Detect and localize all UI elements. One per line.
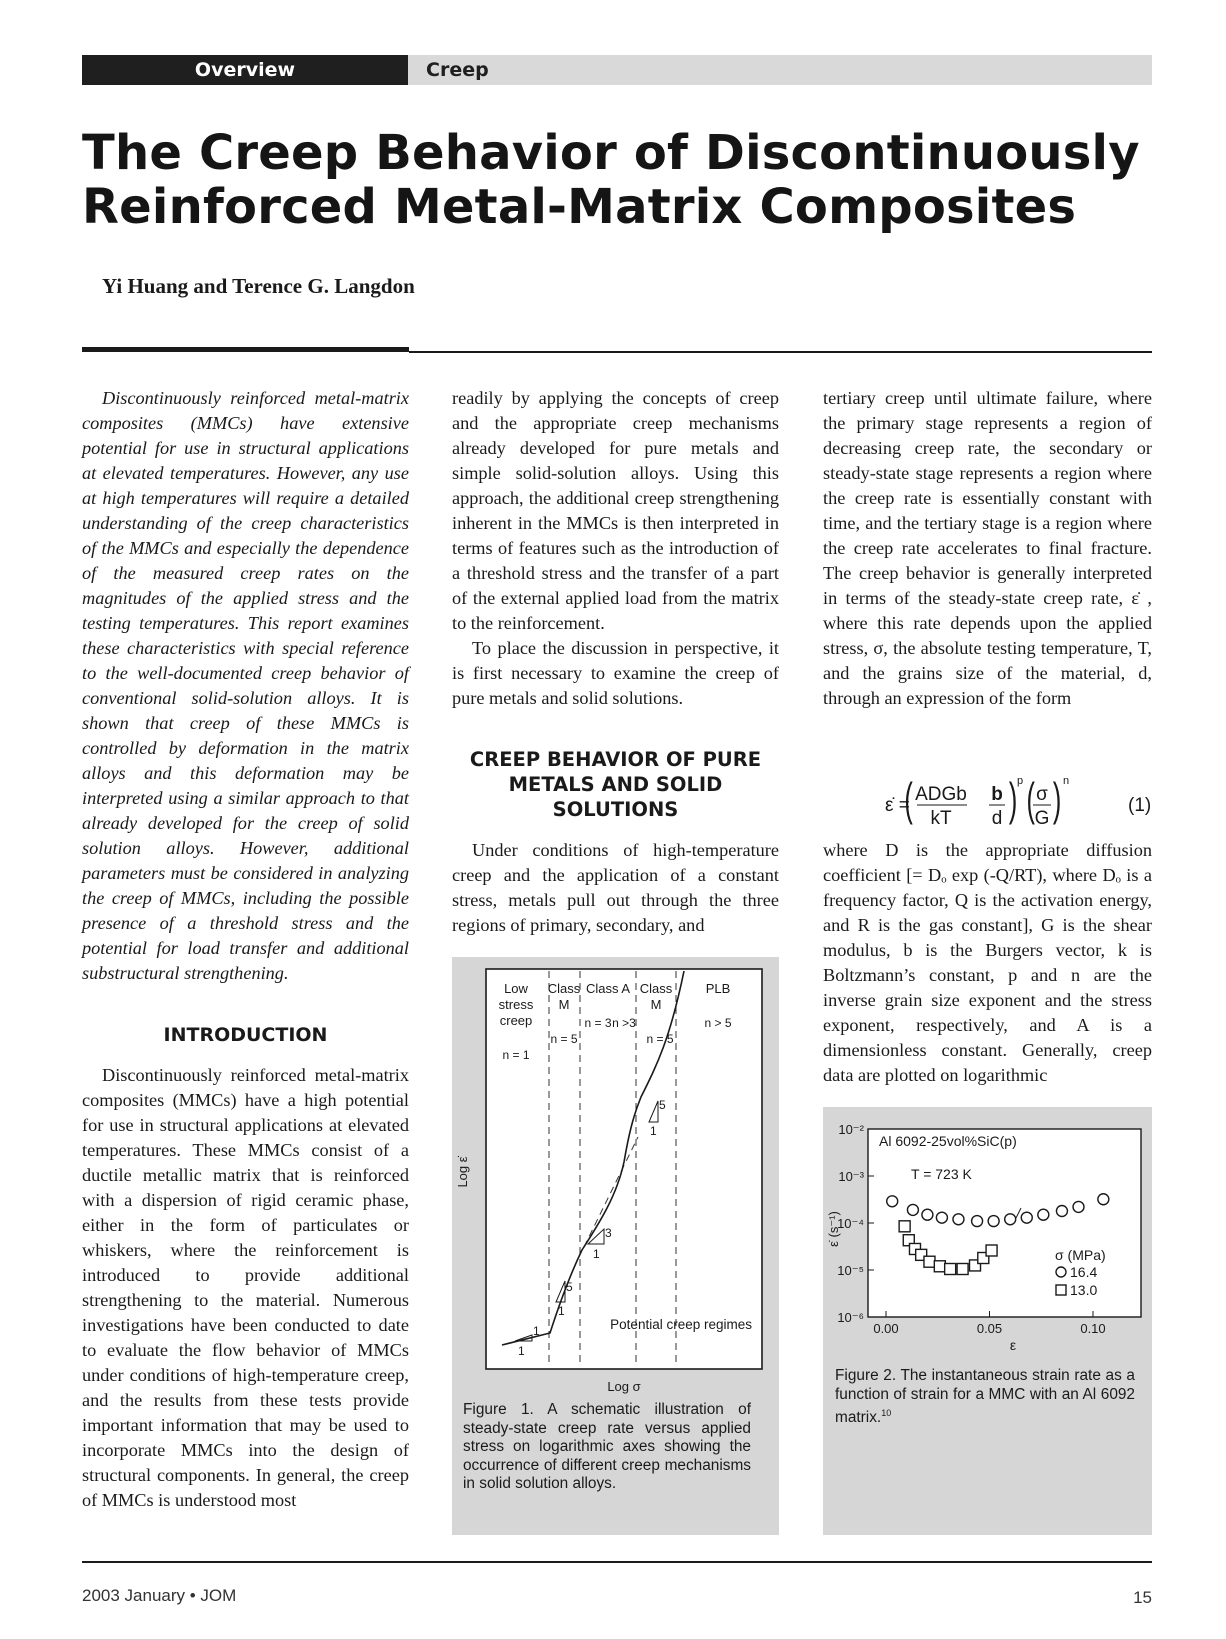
regime-name-label: M bbox=[650, 997, 662, 1012]
col2-paragraph-3: Under conditions of high-temperature creep and the application of a constant stress, metals pull out through the three regions of primary, secondary, and bbox=[452, 840, 779, 935]
figure-2-xlabel: ε bbox=[1009, 1337, 1017, 1353]
slope-base-label: 1 bbox=[593, 1247, 600, 1261]
col2-paragraph-1: readily by applying the concepts of creep and the appropriate creep mechanisms already developed for pure metals and simple solid-solution alloys. Using this approach, the additional creep strengthening inherent in the MMCs is then interpreted in terms of features such as the introduction of a threshold stress and the transfer of a part of the external applied load from the matrix to the reinforcement. bbox=[452, 388, 779, 633]
figure-2-annotation: T = 723 K bbox=[911, 1166, 972, 1182]
column-2-text bbox=[452, 386, 779, 711]
data-point-circle bbox=[988, 1216, 999, 1227]
data-point-square bbox=[934, 1261, 945, 1272]
title-rule-thick bbox=[82, 347, 409, 352]
column-3-text bbox=[823, 386, 1152, 711]
legend-square-marker bbox=[1056, 1285, 1066, 1295]
legend-label-13-0: 13.0 bbox=[1070, 1282, 1098, 1298]
stress-exponent-label: n >3 bbox=[612, 1016, 636, 1030]
eq-number: (1) bbox=[1128, 795, 1152, 816]
figure-1-regime-label: Potential creep regimes bbox=[610, 1317, 752, 1332]
data-point-circle bbox=[907, 1204, 918, 1215]
slope-base-label: 1 bbox=[518, 1344, 525, 1358]
data-point-square bbox=[899, 1221, 910, 1232]
figure-1-ylabel: Log ε̇ bbox=[455, 1156, 470, 1188]
col3-paragraph-2: where D is the appropriate diffusion coefficient [= Dₒ exp (-Q/RT), where Dₒ is a frequency factor, Q is the activation energy, and R is the gas constant], G is the shear modulus, b is the Burgers vector, k is Boltzmann’s constant, p and n are the inverse grain size exponent and the stress exponent, respectively, and A is a dimensionless constant. Generally, creep data are plotted on logarithmic bbox=[823, 840, 1152, 1085]
slope-value-label: 3 bbox=[605, 1226, 612, 1240]
introduction-text: Discontinuously reinforced metal-matrix composites (MMCs) have a high potential for use in structural applications at elevated temperatures. These MMCs consist of a ductile metallic matrix that is reinforced with a dispersion of rigid ceramic phase, either in the form of particulates or whiskers, where the reinforcement is introduced to provide additional strengthening to the material. Numerous investigations have been conducted to date to evaluate the flow behavior of MMCs under conditions of high-temperature creep, and the results from these tests provide important information that may be used to incorporate MMCs into the design of structural components. In general, the creep of MMCs is understood most bbox=[82, 1065, 409, 1510]
y-tick-label: 10⁻³ bbox=[838, 1169, 864, 1184]
data-point-circle bbox=[1073, 1201, 1084, 1212]
data-point-circle bbox=[1056, 1206, 1067, 1217]
stress-exponent-label: n = 5 bbox=[550, 1032, 578, 1046]
paren: ) bbox=[1008, 776, 1018, 825]
data-point-square bbox=[957, 1264, 968, 1275]
page-number: 15 bbox=[1133, 1588, 1152, 1607]
stress-exponent-label: n = 5 bbox=[646, 1032, 674, 1046]
slope-value-label: 5 bbox=[659, 1098, 666, 1112]
regime-name-label: Class A bbox=[585, 981, 631, 996]
section-label: Overview bbox=[82, 55, 408, 85]
figure-2-ylabel: ε̇ (s⁻¹) bbox=[826, 1211, 841, 1247]
data-point-circle bbox=[1021, 1212, 1032, 1223]
figure-2-caption-text: Figure 2. The instantaneous strain rate as a function of strain for a MMC with an Al 6092 matrix. bbox=[835, 1367, 1135, 1427]
regime-name-label: stress bbox=[498, 997, 534, 1012]
stress-exponent-label: n = 3 bbox=[584, 1016, 612, 1030]
eq-exponent-n: n bbox=[1063, 776, 1070, 787]
column-2-text-b bbox=[452, 838, 779, 938]
data-point-square bbox=[924, 1256, 935, 1267]
stress-exponent-label: n > 5 bbox=[704, 1016, 732, 1030]
eq-sigma: σ bbox=[1036, 784, 1048, 805]
figure-2-caption bbox=[835, 1367, 1135, 1428]
figure-1 bbox=[452, 957, 779, 1535]
data-point-circle bbox=[1098, 1194, 1109, 1205]
y-tick-label: 10⁻⁵ bbox=[837, 1263, 864, 1278]
slope-base-label: 1 bbox=[558, 1304, 565, 1318]
regime-name-label: Class bbox=[639, 981, 673, 996]
slope-value-label: 5 bbox=[566, 1280, 573, 1294]
eq-exponent-p: p bbox=[1017, 776, 1024, 787]
regime-name-label: Low bbox=[504, 981, 528, 996]
article-title: The Creep Behavior of Discontinuously Reinforced Metal-Matrix Composites bbox=[82, 125, 1140, 235]
column-3-text-b bbox=[823, 838, 1152, 1088]
eq-G: G bbox=[1034, 808, 1050, 829]
y-tick-label: 10⁻² bbox=[838, 1122, 864, 1137]
abstract bbox=[82, 386, 409, 986]
col2-paragraph-2: To place the discussion in perspective, it is first necessary to examine the creep of pure metals and solid solutions. bbox=[452, 638, 779, 708]
equation-1 bbox=[823, 776, 1152, 832]
introduction-heading: INTRODUCTION bbox=[163, 1024, 328, 1046]
figure-2-title: Al 6092-25vol%SiC(p) bbox=[879, 1133, 1017, 1149]
regime-name-label: creep bbox=[499, 1013, 533, 1028]
slope-base-label: 1 bbox=[650, 1124, 657, 1138]
eq-d: d bbox=[991, 808, 1003, 829]
figure-2-reference: 10 bbox=[881, 1408, 892, 1418]
data-point-circle bbox=[953, 1214, 964, 1225]
data-point-circle bbox=[1038, 1209, 1049, 1220]
paren: ( bbox=[904, 776, 913, 825]
footer-journal: 2003 January • JOM bbox=[82, 1586, 237, 1605]
eq-lhs: ε̇ = bbox=[885, 795, 910, 816]
legend-title: σ (MPa) bbox=[1055, 1247, 1106, 1263]
legend-label-16-4: 16.4 bbox=[1070, 1264, 1098, 1280]
data-point-circle bbox=[1005, 1214, 1016, 1225]
authors: Yi Huang and Terence G. Langdon bbox=[102, 274, 415, 298]
x-tick-label: 0.00 bbox=[873, 1321, 899, 1336]
data-point-square bbox=[945, 1264, 956, 1275]
regime-name-label: M bbox=[558, 997, 570, 1012]
stress-exponent-label: n = 1 bbox=[502, 1048, 530, 1062]
eq-numerator: ADGb bbox=[915, 784, 967, 805]
legend-circle-marker bbox=[1056, 1267, 1066, 1277]
paren: ( bbox=[1026, 776, 1035, 825]
figure-2-chart bbox=[823, 1107, 1152, 1387]
regime-name-label: Class bbox=[547, 981, 581, 996]
footer-rule bbox=[82, 1561, 1152, 1563]
title-rule-thin bbox=[409, 351, 1152, 353]
data-point-circle bbox=[972, 1216, 983, 1227]
figure-2 bbox=[823, 1107, 1152, 1535]
figure-1-caption: Figure 1. A schematic illustration of steady-state creep rate versus applied stress on logarithmic axes showing the occurrence of different creep mechanisms in solid solution alloys. bbox=[463, 1401, 751, 1492]
introduction bbox=[82, 1063, 409, 1513]
eq-b: b bbox=[991, 784, 1003, 805]
slope-value-label: 1 bbox=[533, 1324, 540, 1338]
x-tick-label: 0.05 bbox=[976, 1321, 1003, 1336]
data-point-circle bbox=[887, 1196, 898, 1207]
y-tick-label: 10⁻⁶ bbox=[837, 1310, 864, 1325]
topic-label: Creep bbox=[408, 55, 1152, 85]
equation-1-svg bbox=[823, 776, 1152, 832]
data-point-circle bbox=[936, 1212, 947, 1223]
x-tick-label: 0.10 bbox=[1080, 1321, 1106, 1336]
data-point-square bbox=[986, 1245, 997, 1256]
eq-denominator: kT bbox=[930, 808, 952, 829]
data-point-circle bbox=[922, 1209, 933, 1220]
abstract-text: Discontinuously reinforced metal-matrix composites (MMCs) have extensive potential for use in structural applications at elevated temperatures. However, any use at high temperatures will require a detailed understanding of the creep characteristics of the MMCs and especially the dependence of the measured creep rates on the magnitudes of the applied stress and the testing temperatures. This report examines these characteristics with special reference to the well-documented creep behavior of conventional solid-solution alloys. It is shown that creep of these MMCs is controlled by deformation in the matrix alloys and this deformation may be interpreted using a similar approach to that already developed for the creep of solid solution alloys. However, additional parameters must be considered in analyzing the creep of MMCs, including the possible presence of a threshold stress and the potential for load transfer and additional substructural strengthening. bbox=[82, 388, 409, 983]
y-tick-label: 10⁻⁴ bbox=[837, 1216, 864, 1231]
creep-behavior-heading: CREEP BEHAVIOR OF PURE METALS AND SOLID SOLUTIONS bbox=[469, 748, 762, 821]
paren: ) bbox=[1052, 776, 1062, 825]
col3-paragraph-1: tertiary creep until ultimate failure, where the primary stage represents a region of decreasing creep rate, the secondary or steady-state stage represents a region where the creep rate is essentially constant with time, and the tertiary stage is a region where the creep rate accelerates to final fracture. The creep behavior is generally interpreted in terms of the steady-state creep rate, ε̇ , where this rate depends upon the applied stress, σ, the absolute testing temperature, T, and the grains size of the material, d, through an expression of the form bbox=[823, 388, 1152, 708]
figure-1-xlabel: Log σ bbox=[607, 1379, 641, 1394]
regime-name-label: PLB bbox=[705, 981, 731, 996]
